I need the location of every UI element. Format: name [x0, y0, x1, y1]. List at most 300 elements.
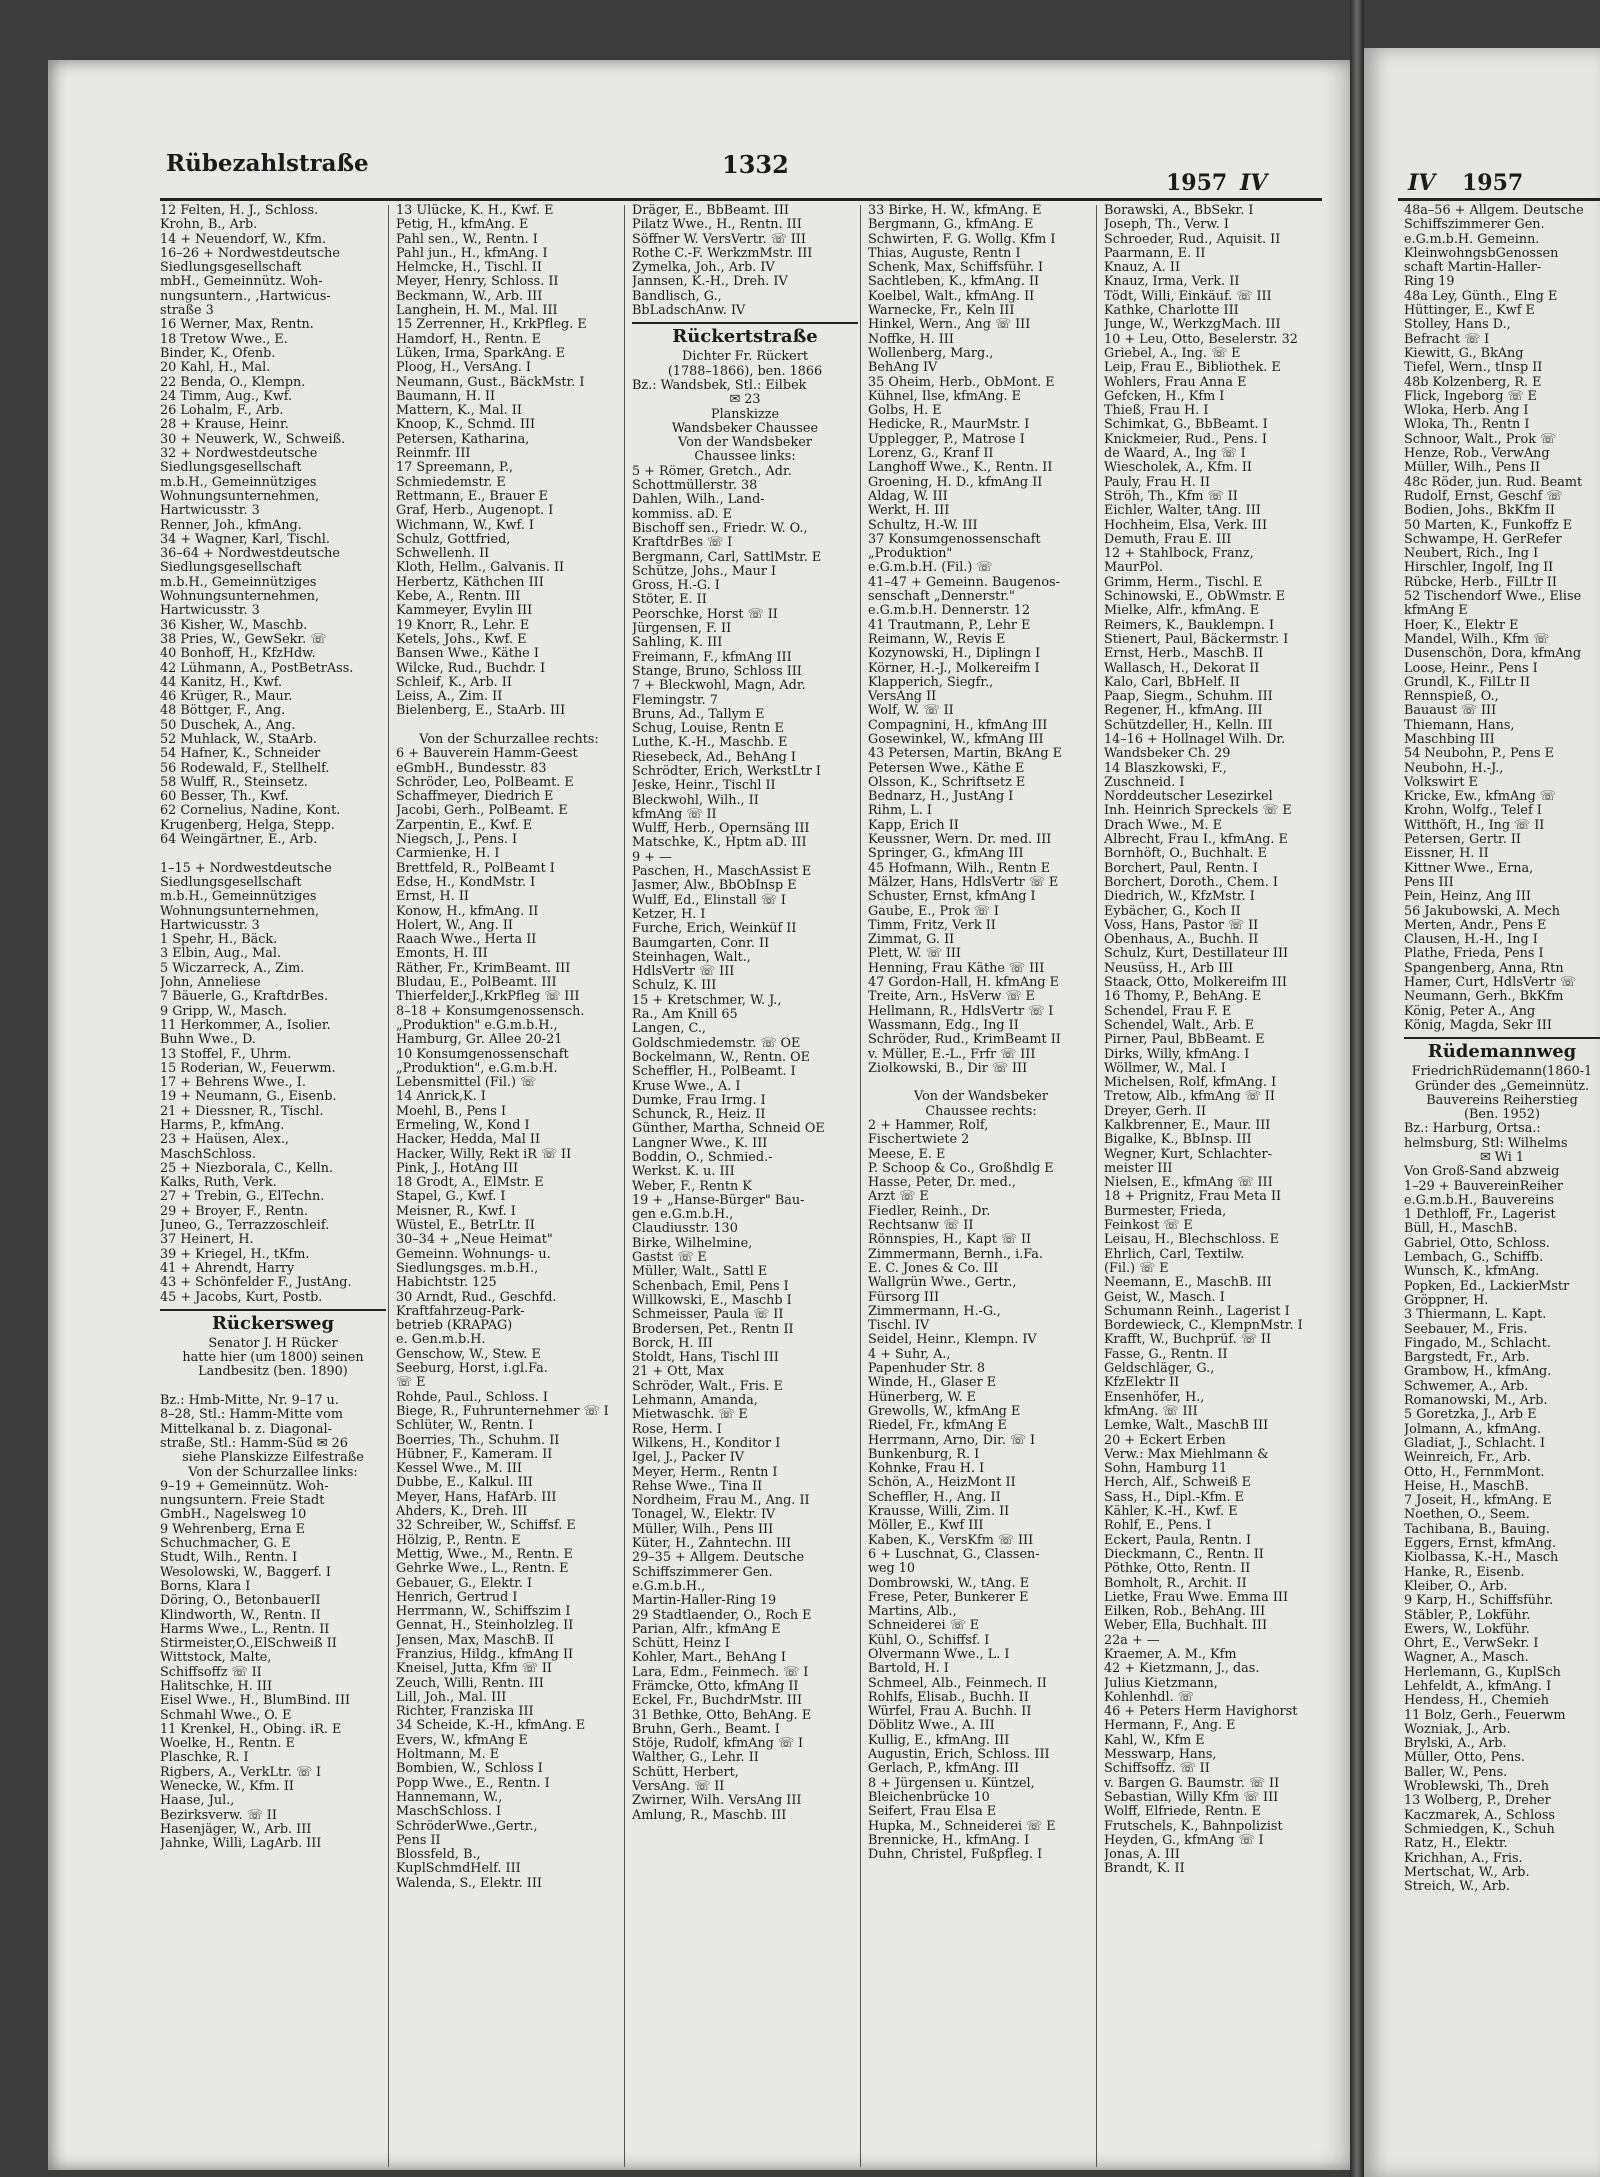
column-divider [1096, 205, 1097, 2167]
directory-line: Werkst. K. u. III [632, 1164, 735, 1180]
directory-line: straße, Stl.: Hamm-Süd ✉ 26 [160, 1435, 348, 1451]
directory-line: Krichhan, A., Fris. [1404, 1850, 1523, 1866]
directory-line: Würfel, Frau A. Buchh. II [868, 1704, 1032, 1720]
directory-line: Woelke, H., Rentn. E [160, 1736, 295, 1752]
directory-line: Beckmann, W., Arb. III [396, 288, 543, 304]
directory-line: Rennspieß, O., [1404, 689, 1499, 705]
directory-line: Helmcke, H., Tischl. II [396, 260, 542, 276]
directory-line: 41–47 + Gemeinn. Baugenos- [868, 574, 1060, 590]
directory-line: straße 3 [160, 303, 214, 319]
directory-line: Hartwicusstr. 3 [160, 503, 260, 519]
directory-line: 48 Böttger, F., Ang. [160, 703, 286, 719]
directory-line: Döring, O., BetonbauerII [160, 1593, 321, 1609]
directory-line: Wiescholek, A., Kfm. II [1104, 460, 1252, 476]
directory-line: Kalks, Ruth, Verk. [160, 1175, 277, 1191]
directory-line: Krohn, Wolfg., Telef I [1404, 803, 1542, 819]
directory-line: e.G.m.b.H. Dennerstr. 12 [868, 603, 1031, 619]
directory-line: Schendel, Frau F. E [1104, 1003, 1232, 1019]
directory-line: Körner, H.-J., Molkereifm I [868, 660, 1040, 676]
directory-line: 48b Kolzenberg, R. E [1404, 374, 1542, 390]
directory-line: Ketels, Johs., Kwf. E [396, 631, 527, 647]
directory-line: 41 Trautmann, P., Lehr E [868, 617, 1031, 633]
directory-line: Schmeisser, Paula ☏ II [632, 1307, 784, 1323]
directory-line: Willkowski, E., Maschb I [632, 1292, 792, 1308]
directory-line: Schottmüllerstr. 38 [632, 478, 758, 494]
directory-line: Walther, G., Lehr. II [632, 1750, 759, 1766]
directory-line: Kapp, Erich II [868, 817, 959, 833]
directory-line: Kaben, K., VersKfm ☏ III [868, 1532, 1034, 1548]
directory-line: 34 Scheide, K.-H., kfmAng. E [396, 1718, 586, 1734]
directory-line: 14 + Neuendorf, W., Kfm. [160, 231, 327, 247]
directory-line: 50 Duschek, A., Ang. [160, 717, 296, 733]
directory-line: Lill, Joh., Mal. III [396, 1689, 507, 1705]
directory-line: Senator J. H Rücker [208, 1335, 338, 1351]
directory-line: Habichtstr. 125 [396, 1275, 497, 1291]
directory-line: 54 Hafner, K., Schneider [160, 746, 321, 762]
directory-line: 11 Herkommer, A., Isolier. [160, 1017, 331, 1033]
directory-line: 17 Spreemann, P., [396, 460, 514, 476]
directory-line: 39 + Kriegel, H., tKfm. [160, 1246, 310, 1262]
directory-line: Riedel, Fr., kfmAng E [868, 1418, 1007, 1434]
directory-line: 3 Thiermann, L. Kapt. [1404, 1307, 1547, 1323]
directory-line: helmsburg, Stl: Wilhelms [1404, 1135, 1568, 1151]
directory-line: Müller, Wilh., Pens III [632, 1521, 774, 1537]
directory-line: Baller, W., Pens. [1404, 1764, 1508, 1780]
directory-line: Nordheim, Frau M., Ang. II [632, 1493, 810, 1509]
directory-line: Von der Schurzallee links: [188, 1464, 358, 1480]
directory-line: Kozynowski, H., Diplingn I [868, 646, 1041, 662]
directory-line: Bezirksverw. ☏ II [160, 1807, 277, 1823]
directory-line: Lehmann, Amanda, [632, 1393, 758, 1409]
directory-line: Parian, Alfr., kfmAng E [632, 1621, 781, 1637]
directory-line: P. Schoop & Co., Großhdlg E [868, 1160, 1054, 1176]
directory-line: Gemeinn. Wohnungs- u. [396, 1246, 551, 1262]
directory-line: Meese, E. E [868, 1146, 946, 1162]
directory-line: Herrmann, W., Schiffszim I [396, 1604, 571, 1620]
directory-line: Bansen Wwe., Käthe I [396, 646, 539, 662]
directory-line: 16–26 + Nordwestdeutsche [160, 245, 340, 261]
directory-line: Knauz, Irma, Verk. II [1104, 274, 1240, 290]
directory-line: 23 + Haüsen, Alex., [160, 1132, 289, 1148]
directory-line: MaurPol. [1104, 560, 1164, 576]
directory-line: John, Anneliese [160, 975, 261, 991]
column-divider [388, 205, 389, 2167]
directory-column-6 [1404, 204, 1600, 2168]
directory-line: 16 Werner, Max, Rentn. [160, 317, 314, 333]
directory-line: Schwellenh. II [396, 546, 490, 562]
directory-line: 18 Tretow Wwe., E. [160, 331, 288, 347]
directory-line: 15 + Kretschmer, W. J., [632, 992, 782, 1008]
directory-line: Chaussee rechts: [925, 1103, 1037, 1119]
directory-line: 3 Elbin, Aug., Mal. [160, 946, 282, 962]
directory-line: Henze, Rob., VerwAng [1404, 446, 1550, 462]
directory-line: Spangenberg, Anna, Rtn [1404, 960, 1564, 976]
directory-line: 8 + Jürgensen u. Küntzel, [868, 1775, 1035, 1791]
directory-line: Franzius, Hildg., kfmAng II [396, 1646, 574, 1662]
directory-line: Rudolf, Ernst, Geschf ☏ [1404, 488, 1563, 504]
directory-line: Krugenberg, Helga, Stepp. [160, 817, 335, 833]
directory-line: 52 Muhlack, W., StaArb. [160, 731, 317, 747]
directory-line: Schenbach, Emil, Pens I [632, 1278, 789, 1294]
directory-line: Igel, J., Packer IV [632, 1450, 745, 1466]
directory-line: weg 10 [868, 1561, 916, 1577]
directory-line: Kohlenhdl. ☏ [1104, 1689, 1194, 1705]
directory-line: Kneisel, Jutta, Kfm ☏ II [396, 1661, 552, 1677]
directory-line: Kloth, Hellm., Galvanis. II [396, 560, 565, 576]
directory-line: Gosewinkel, W., kfmAng III [868, 731, 1044, 747]
directory-line: 28 + Krause, Heinr. [160, 417, 289, 433]
directory-line: Küter, H., Zahntechn. III [632, 1536, 792, 1552]
directory-line: Ensenhöfer, H., [1104, 1389, 1205, 1405]
directory-line: Borck, H. III [632, 1335, 713, 1351]
directory-line: Rigbers, A., VerkLtr. ☏ I [160, 1764, 322, 1780]
directory-line: Jeske, Heinr., Tischl II [632, 778, 776, 794]
directory-line: Lembach, G., Schiffb. [1404, 1250, 1544, 1266]
directory-line: Klindworth, W., Rentn. II [160, 1607, 321, 1623]
directory-line: e.G.m.b.H., [632, 1578, 706, 1594]
directory-line: Kühl, O., Schiffsf. I [868, 1632, 990, 1648]
directory-line: Amlung, R., Maschb. III [632, 1807, 787, 1823]
directory-line: Wittstock, Malte, [160, 1650, 272, 1666]
directory-line: e.G.m.b.H. (Fil.) ☏ [868, 560, 993, 576]
directory-line: 36–64 + Nordwestdeutsche [160, 546, 340, 562]
directory-line: Otto, H., FernmMont. [1404, 1464, 1545, 1480]
directory-line: 62 Cornelius, Nadine, Kont. [160, 803, 341, 819]
directory-line: Bandlisch, G., [632, 288, 722, 304]
directory-line: Nielsen, E., kfmAng ☏ III [1104, 1175, 1273, 1191]
directory-line: Wallgrün Wwe., Gertr., [868, 1275, 1017, 1291]
directory-line: Ehrlich, Carl, Textilw. [1104, 1246, 1245, 1262]
directory-line: Schiffsoffz. ☏ II [1104, 1761, 1210, 1777]
directory-line: Bruns, Ad., Tallym E [632, 706, 765, 722]
directory-line: Regener, H., kfmAng. III [1104, 703, 1263, 719]
directory-line: 41 + Ahrendt, Harry [160, 1260, 295, 1276]
directory-line: e.G.m.b.H. Gemeinn. [1404, 231, 1540, 247]
directory-line: Kullig, E., kfmAng. III [868, 1732, 1010, 1748]
directory-line: Loose, Heinr., Pens I [1404, 660, 1538, 676]
directory-line: 37 Heinert, H. [160, 1232, 254, 1248]
directory-line: 52 Tischendorf Wwe., Elise [1404, 589, 1582, 605]
directory-line: (Ben. 1952) [1464, 1107, 1540, 1123]
directory-line: Holtmann, M. E [396, 1747, 500, 1763]
directory-line: Seebauer, M., Fris. [1404, 1321, 1528, 1337]
directory-line: 8–28, Stl.: Hamm-Mitte vom [160, 1407, 343, 1423]
directory-line: Eilken, Rob., BehAng. III [1104, 1604, 1266, 1620]
directory-line: Schrödter, Erich, WerkstLtr I [632, 763, 821, 779]
directory-line: Schiffsoffz ☏ II [160, 1664, 262, 1680]
directory-line: 6 + Luschnat, G., Classen- [868, 1546, 1040, 1562]
directory-line: 54 Neubohn, P., Pens E [1404, 746, 1554, 762]
directory-line: Renner, Joh., kfmAng. [160, 517, 302, 533]
directory-line: Knickmeier, Rud., Pens. I [1104, 431, 1267, 447]
directory-line: Schunck, R., Heiz. II [632, 1107, 766, 1123]
directory-line: 13 Stoffel, F., Uhrm. [160, 1046, 292, 1062]
directory-line: 40 Bonhoff, H., KfzHdw. [160, 646, 316, 662]
directory-line: Warnecke, Fr., Keln III [868, 303, 1015, 319]
directory-line: Knauz, A. II [1104, 260, 1181, 276]
directory-line: Schendel, Walt., Arb. E [1104, 1017, 1255, 1033]
directory-line: Golbs, H. E [868, 403, 942, 419]
directory-line: Rohlfs, Elisab., Buchh. II [868, 1689, 1029, 1705]
directory-line: Weber, F., Rentn K [632, 1178, 752, 1194]
column-divider [624, 205, 625, 2167]
directory-line: Büll, H., MaschB. [1404, 1221, 1518, 1237]
directory-line: Hölzig, P., Rentn. E [396, 1532, 521, 1548]
directory-line: Schwampe, H. GerRefer [1404, 531, 1562, 547]
directory-line: Stange, Bruno, Schloss III [632, 663, 802, 679]
directory-line: Bodien, Johs., BkKfm II [1404, 503, 1555, 519]
directory-line: Schütze, Johs., Maur I [632, 563, 777, 579]
directory-line: 14–16 + Hollnagel Wilh. Dr. [1104, 731, 1286, 747]
directory-line: Wulff, Herb., Opernsäng III [632, 821, 810, 837]
directory-line: Genschow, W., Stew. E [396, 1346, 541, 1362]
directory-line: Schiffszimmerer Gen. [632, 1564, 773, 1580]
directory-line: Siedlungsgesellschaft [160, 260, 302, 276]
directory-line: 50 Marten, K., Funkoffz E [1404, 517, 1573, 533]
directory-line: Kricke, Ew., kfmAng ☏ [1404, 789, 1556, 805]
directory-line: Stienert, Paul, Bäckermstr. I [1104, 631, 1289, 647]
directory-line: Plett, W. ☏ III [868, 946, 961, 962]
directory-line: Hartwicusstr. 3 [160, 917, 260, 933]
directory-line: Plaschke, R. I [160, 1750, 249, 1766]
directory-line: Hupka, M., Schneiderei ☏ E [868, 1818, 1056, 1834]
directory-line: 14 Anrick,K. I [396, 1089, 486, 1105]
directory-line: ☏ E [396, 1375, 426, 1391]
directory-line: Ermeling, W., Kond I [396, 1118, 530, 1133]
directory-line: Eybächer, G., Koch II [1104, 903, 1241, 919]
directory-line: Messwarp, Hans, [1104, 1747, 1217, 1763]
directory-line: Räther, Fr., KrimBeamt. III [396, 960, 571, 976]
directory-line: Schumann Reinh., Lagerist I [1104, 1303, 1290, 1319]
directory-line: 7 + Bleckwohl, Magn, Adr. [632, 678, 806, 694]
directory-line: Zarpentin, E., Kwf. E [396, 817, 533, 833]
directory-line: Siedlungsgesellschaft [160, 560, 302, 576]
directory-line: Kalo, Carl, BbHelf. II [1104, 674, 1240, 690]
directory-line: Bleckwohl, Wilh., II [632, 792, 759, 808]
directory-line: Von Groß-Sand abzweig [1404, 1164, 1560, 1180]
directory-line: Boddin, O., Schmied.- [632, 1150, 773, 1165]
directory-line: Stäbler, P., Lokführ. [1404, 1607, 1531, 1623]
directory-line: Bz.: Hmb-Mitte, Nr. 9–17 u. [160, 1393, 339, 1409]
directory-line: 7 Bäuerle, G., KraftdrBes. [160, 989, 329, 1005]
directory-line: kommiss. aD. E [632, 506, 733, 522]
directory-line: 58 Wulff, R., Steinsetz. [160, 774, 308, 790]
directory-line: Harms Wwe., L., Rentn. II [160, 1621, 330, 1637]
directory-line: Lorenz, G., Kranf II [868, 446, 994, 462]
directory-line: Schmiedgen, K., Schuh [1404, 1821, 1555, 1837]
directory-line: Kammeyer, Evylin III [396, 603, 533, 619]
directory-line: König, Magda, Sekr III [1404, 1017, 1552, 1033]
directory-line: Bockelmann, W., Rentn. OE [632, 1049, 810, 1065]
directory-line: Kiewitt, G., BkAng [1404, 345, 1524, 361]
directory-line: Schuster, Ernst, kfmAng I [868, 889, 1036, 905]
directory-line: Främcke, Otto, kfmAng II [632, 1678, 799, 1694]
directory-line: E. C. Jones & Co. III [868, 1260, 999, 1276]
directory-line: KfzElektr II [1104, 1375, 1180, 1391]
directory-line: Kohler, Mart., BehAng I [632, 1650, 786, 1666]
directory-line: Wesolowski, W., Baggerf. I [160, 1564, 331, 1580]
directory-line: Jolmann, A., kfmAng. [1404, 1421, 1542, 1437]
column-divider [860, 205, 861, 2167]
directory-line [160, 847, 386, 861]
directory-line: Krausse, Willi, Zim. II [868, 1504, 1010, 1520]
directory-line: Brylski, A., Arb. [1404, 1736, 1507, 1752]
directory-line: Kessel Wwe., M. III [396, 1461, 522, 1477]
directory-line: 56 Rodewald, F., Stellhelf. [160, 760, 330, 776]
directory-line: Wagner, A., Masch. [1404, 1650, 1529, 1666]
running-head-volume: IV [1240, 170, 1268, 196]
directory-line: e. Gen.m.b.H. [396, 1332, 486, 1348]
directory-line: Lüken, Irma, SparkAng. E [396, 345, 566, 361]
directory-line: Borchert, Doroth., Chem. I [1104, 874, 1278, 890]
directory-line: Pahl jun., H., kfmAng. I [396, 245, 548, 261]
directory-line: Meisner, R., Kwf. I [396, 1203, 516, 1219]
directory-line: Baumann, H. II [396, 388, 496, 404]
directory-line: Bunkenburg, R. I [868, 1446, 980, 1462]
directory-line: Evers, W., kfmAng E [396, 1732, 528, 1748]
directory-line: Rechtsanw ☏ II [868, 1218, 974, 1234]
directory-line: Ploog, H., VersAng. I [396, 360, 531, 376]
directory-line: 29–35 + Allgem. Deutsche [632, 1550, 805, 1566]
directory-line: Gröppner, H. [1404, 1292, 1489, 1308]
directory-line: Langen, C., [632, 1021, 706, 1037]
directory-line: Rettmann, E., Brauer E [396, 488, 548, 504]
directory-line: Stöter, E. II [632, 592, 707, 608]
directory-line: Pöthke, Otto, Rentn. II [1104, 1561, 1251, 1577]
directory-line: Kathke, Charlotte III [1104, 303, 1239, 319]
directory-line: Bartold, H. I [868, 1661, 949, 1677]
directory-line: Gerlach, P., kfmAng. III [868, 1761, 1020, 1777]
directory-line: Kaczmarek, A., Schloss [1404, 1807, 1555, 1823]
directory-line: Harms, P., kfmAng. [160, 1118, 285, 1133]
directory-line: Norddeutscher Lesezirkel [1104, 789, 1273, 805]
directory-line: Hasse, Peter, Dr. med., [868, 1175, 1016, 1191]
directory-line: Schulz, K. III [632, 978, 717, 994]
directory-line: Julius Kietzmann, [1104, 1675, 1218, 1691]
directory-line: Rübcke, Herb., FilLtr II [1404, 574, 1557, 590]
directory-line: Dusenschön, Dora, kfmAng [1404, 646, 1582, 662]
directory-line: 27 + Trebin, G., ElTechn. [160, 1189, 325, 1205]
directory-line: Weber, Ella, Buchhalt. III [1104, 1618, 1268, 1634]
directory-line: Eckert, Paula, Rentn. I [1104, 1532, 1252, 1548]
directory-line: Lehfeldt, A., kfmAng. I [1404, 1678, 1552, 1694]
directory-line: Wenecke, W., Kfm. II [160, 1779, 294, 1795]
directory-line: 11 Bolz, Gerh., Feuerwm [1404, 1707, 1566, 1723]
directory-line: Volkswirt E [1404, 774, 1478, 790]
directory-line: Rehse Wwe., Tina II [632, 1478, 763, 1494]
directory-line: Rothe C.-F. WerkzmMstr. III [632, 245, 813, 261]
directory-line: Von der Wandsbeker [678, 435, 812, 451]
directory-line: Hacker, Hedda, Mal II [396, 1132, 541, 1148]
directory-line: Bischoff sen., Friedr. W. O., [632, 520, 808, 536]
directory-line: 19 + Neumann, G., Eisenb. [160, 1089, 337, 1105]
directory-line: Gefcken, H., Kfm I [1104, 388, 1225, 404]
directory-line: Griebel, A., Ing. ☏ E [1104, 345, 1241, 361]
directory-line: nungsuntern., ,Hartwicus- [160, 288, 331, 304]
directory-line: 31 Bethke, Otto, BehAng. E [632, 1707, 812, 1723]
directory-line: Wandsbeker Chaussee [671, 420, 819, 436]
directory-line: Wassmann, Edg., Ing II [868, 1017, 1019, 1033]
directory-line: 5 Goretzka, J., Arb E [1404, 1407, 1537, 1423]
directory-line: Hannemann, W., [396, 1789, 503, 1805]
directory-line: Stirmeister,O.,ElSchweiß II [160, 1636, 337, 1652]
directory-line: VersAng II [868, 689, 937, 705]
right-page-volume: IV [1408, 170, 1436, 196]
directory-line: HdlsVertr ☏ III [632, 964, 735, 980]
directory-line: m.b.H., Gemeinnütziges [160, 889, 317, 905]
directory-line: Flemingstr. 7 [632, 692, 718, 708]
directory-line: Schneiderei ☏ E [868, 1618, 980, 1634]
directory-line: 42 Lühmann, A., PostBetrAss. [160, 660, 354, 676]
directory-line: Schenk, Max, Schiffsführ. I [868, 260, 1044, 276]
directory-line: Mittelkanal b. z. Diagonal- [160, 1421, 332, 1437]
directory-line: Neubert, Rich., Ing I [1404, 546, 1539, 562]
directory-line: BbLadschAnw. IV [632, 303, 746, 319]
directory-line: Bauvereins Reiherstieg [1426, 1092, 1578, 1108]
directory-line: Langhein, H. M., Mal. III [396, 303, 558, 319]
directory-line: 14 Blaszkowski, F., [1104, 760, 1227, 776]
directory-line: Martin-Haller-Ring 19 [632, 1593, 777, 1609]
directory-line: Staack, Otto, Molkereifm III [1104, 975, 1287, 991]
directory-line: 36 Kisher, W., Maschb. [160, 617, 308, 633]
directory-line: Frutschels, K., Bahnpolizist [1104, 1818, 1283, 1834]
directory-line: 24 Timm, Aug., Kwf. [160, 388, 293, 404]
page-number: 1332 [722, 150, 789, 179]
directory-line: Hanke, R., Eisenb. [1404, 1564, 1525, 1580]
directory-line: Planskizze [710, 406, 780, 422]
directory-line: Schwemer, A., Arb. [1404, 1378, 1529, 1394]
directory-line: 1 Spehr, H., Bäck. [160, 932, 278, 948]
directory-line: nungsuntern. Freie Stadt [160, 1493, 325, 1509]
directory-line: Boerries, Th., Schuhm. II [396, 1432, 560, 1448]
directory-line: 11 Krenkel, H., Obing. iR. E [160, 1721, 342, 1737]
directory-line: Hedicke, R., MaurMstr. I [868, 417, 1030, 433]
directory-line: 46 + Peters Herm Havighorst [1104, 1704, 1298, 1720]
directory-line: senschaft „Dennerstr." [868, 589, 1015, 605]
directory-line: Hacker, Willy, Rekt iR ☏ II [396, 1146, 572, 1162]
directory-line: Hartwicusstr. 3 [160, 603, 260, 619]
directory-line: Bz.: Harburg, Ortsa.: [1404, 1121, 1541, 1137]
directory-line: Grambow, H., kfmAng. [1404, 1364, 1552, 1380]
directory-line: Bombien, W., Schloss I [396, 1761, 543, 1777]
directory-line: Schmiedemstr. E [396, 474, 506, 490]
directory-line: Birke, Wilhelmine, [632, 1235, 753, 1251]
directory-line: Müller, Otto, Pens. [1404, 1750, 1526, 1766]
directory-line: Jonas, A. III [1104, 1847, 1180, 1863]
directory-line: Sohn, Hamburg 11 [1104, 1461, 1228, 1477]
directory-line: Witthöft, H., Ing ☏ II [1404, 817, 1545, 833]
directory-line: v. Müller, E.-L., Frfr ☏ III [868, 1046, 1036, 1062]
directory-line: Reinmfr. III [396, 446, 471, 462]
directory-line: Juneo, G., Terrazzoschleif. [160, 1218, 330, 1234]
directory-line: Wohnungsunternehmen, [160, 589, 320, 605]
directory-line: Hendess, H., Chemieh [1404, 1693, 1550, 1709]
directory-line: Brodersen, Pet., Rentn II [632, 1321, 794, 1337]
directory-line: Hünerberg, W. E [868, 1389, 976, 1405]
directory-line: MaschSchloss. [160, 1146, 256, 1162]
directory-line: Diedrich, W., KfzMstr. I [1104, 889, 1255, 905]
directory-line: Paap, Siegm., Schuhm. III [1104, 689, 1273, 705]
directory-line: Flick, Ingeborg ☏ E [1404, 388, 1537, 404]
directory-line: Furche, Erich, Weinküf II [632, 921, 797, 937]
directory-line: 48a Ley, Günth., Elng E [1404, 288, 1558, 304]
directory-line: 33 Birke, H. W., kfmAng. E [868, 204, 1042, 218]
directory-line: Gehrke Wwe., L., Rentn. E [396, 1561, 569, 1577]
directory-line: Thias, Auguste, Rentn I [868, 245, 1021, 261]
directory-line: 32 Schreiber, W., Schiffsf. E [396, 1518, 576, 1534]
directory-line: Krafft, W., Buchprüf. ☏ II [1104, 1332, 1271, 1348]
directory-line: Scheffler, H., Ang. II [868, 1489, 1001, 1505]
